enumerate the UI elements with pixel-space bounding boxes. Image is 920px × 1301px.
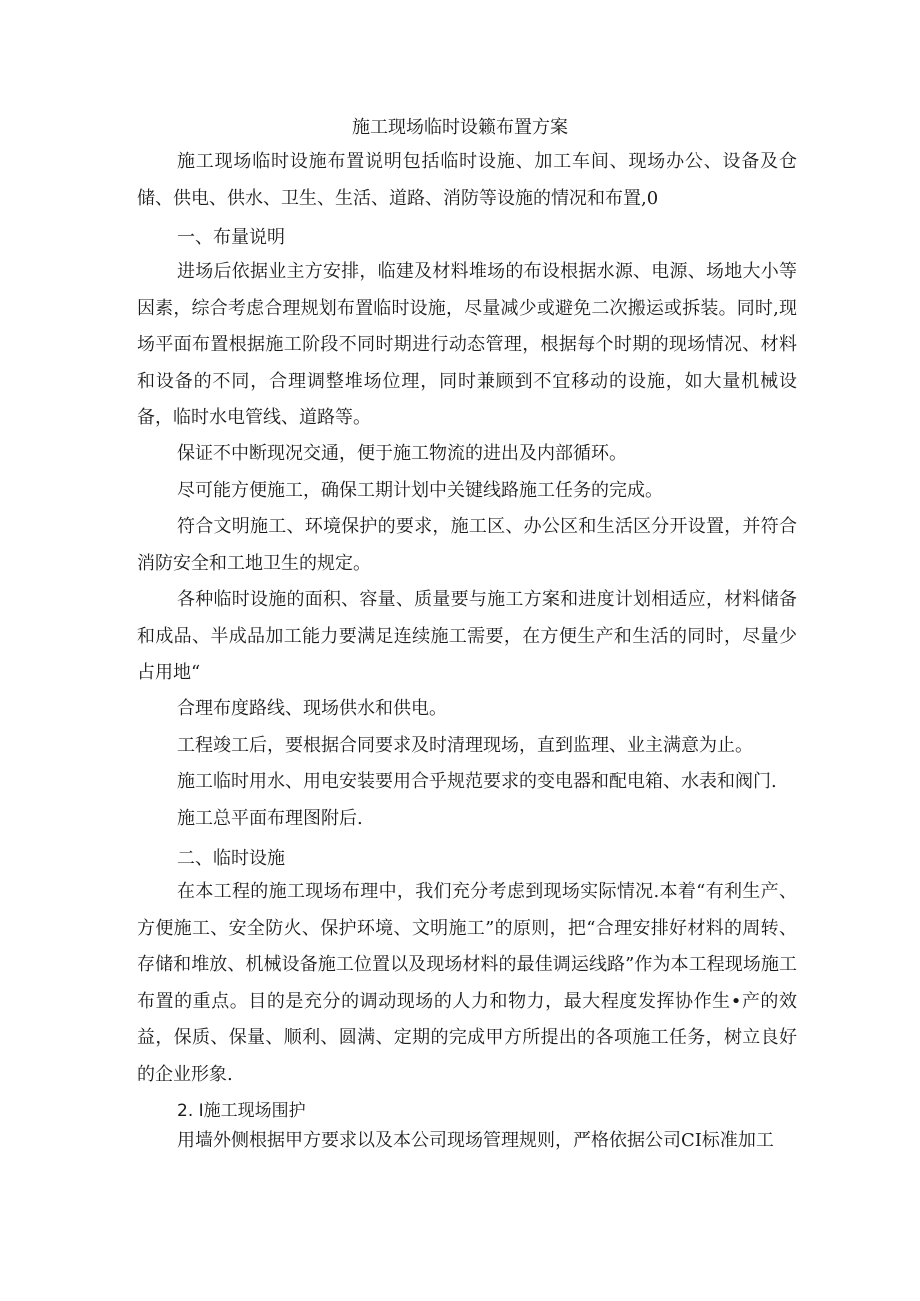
- section1-heading: 一、布量说明: [177, 227, 285, 248]
- section1-paragraph-3: 尽可能方便施工，确保工期计划中关键线路施工任务的完成。: [177, 480, 663, 501]
- section1-paragraph-9: 施工总平面布理图附后.: [177, 808, 363, 829]
- intro-paragraph: 施工现场临时设施布置说明包括临时设施、加工车间、现场办公、设备及仓储、供电、供水、卫生、生活、道路、消防等设施的情况和布置,0: [137, 151, 797, 209]
- section1-paragraph-5: 各种临时设施的面积、容量、质量要与施工方案和进度计划相适应，材料储备和成品、半成品加工能力要满足连续施工需要，在方便生产和生活的同时，尽量少占用地“: [137, 589, 797, 683]
- section1-paragraph-6: 合理布度路线、现场供水和供电。: [177, 698, 447, 719]
- section1-paragraph-4: 符合文明施工、环境保护的要求，施工区、办公区和生活区分开设置，并符合消防安全和工地卫生的规定。: [137, 516, 797, 574]
- section1-paragraph-2: 保证不中断现况交通，便于施工物流的进出及内部循环。: [177, 443, 627, 464]
- section2-paragraph-1: 在本工程的施工现场布理中，我们充分考虑到现场实际情况.本着“有利生产、方便施工、安全防火、保护环境、文明施工”的原则，把“合理安排好材料的周转、存储和堆放、机械设备施工位置以及现场材料的最佳调运线路”作为本工程现场施工布置的重点。目的是充分的调动现场的人力和物力，最大程度发挥协作生•产的效益，保质、保量、顺利、圆满、定期的完成甲方所提出的各项施工任务，树立良好的企业形象.: [137, 881, 797, 1085]
- section1-paragraph-7: 工程竣工后，要根据合同要求及时清理现场，直到监理、业主满意为止。: [177, 735, 753, 756]
- section2-subheading: 2. I施工现场围护: [177, 1101, 306, 1121]
- document-title: 施工现场临时设籁布置方案: [352, 117, 568, 138]
- section1-paragraph-8: 施工临时用水、用电安装要用合乎规范要求的变电器和配电箱、水表和阀门.: [177, 771, 777, 792]
- section2-heading: 二、临时设施: [177, 848, 285, 869]
- section1-paragraph-1: 进场后依据业主方安排，临建及材料堆场的布设根据水源、电源、场地大小等因素，综合考虑合理规划布置临时设施，尽量减少或避免二次搬运或拆装。同时,现场平面布置根据施工阶段不同时期进行动态管理，根据每个时期的现场情况、材料和设备的不同，合理调整堆场位理，同时兼顾到不宜移动的设施，如大量机械设备，临时水电管线、道路等。: [137, 261, 797, 428]
- section2-paragraph-2: 用墙外侧根据甲方要求以及本公司现场管理规则，严格依据公司CI标准加工: [177, 1130, 774, 1151]
